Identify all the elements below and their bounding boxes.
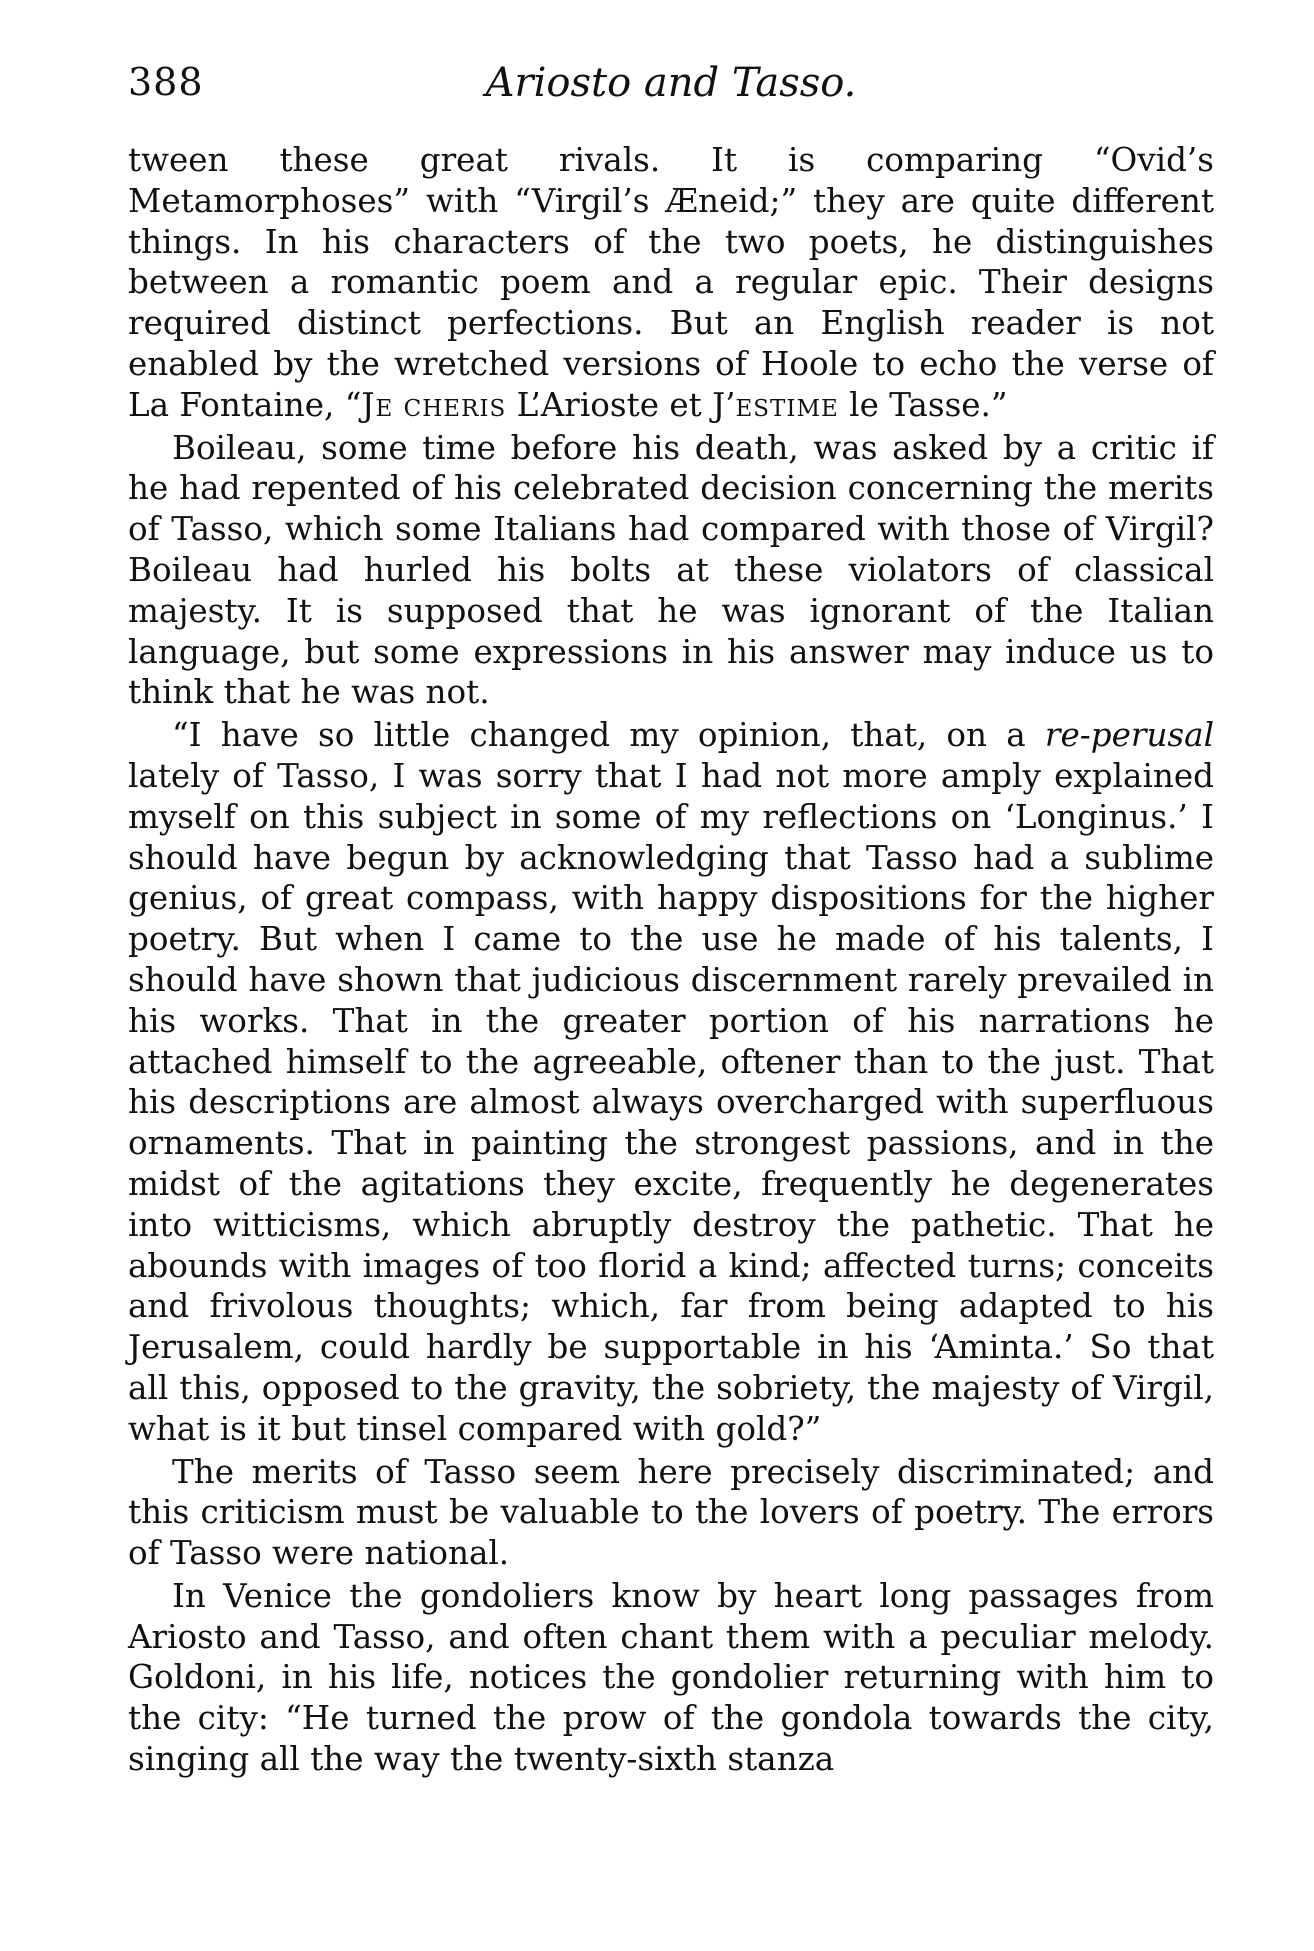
paragraph-5: In Venice the gondoliers know by heart long passages from Ariosto and Tasso, and often chant them with a peculiar melody. Goldoni, in his life, notices the gondolier returning with him to the city: “He turned the prow of the gondola towards the city, singing all the way the twenty-sixth stanza xyxy=(128,1576,1214,1779)
small-caps-cheris: cheris xyxy=(403,385,507,424)
paragraph-3-quote xyxy=(128,715,1214,1449)
running-title: Ariosto and Tasso. xyxy=(485,60,857,106)
paragraph-3-start: “I have so little changed my opinion, that, on a xyxy=(172,716,1045,755)
small-caps-je: Je xyxy=(361,385,394,424)
paragraph-3-emphasis: re-perusal xyxy=(1044,716,1214,755)
paragraph-4: The merits of Tasso seem here precisely discriminated; and this criticism must be valuable to the lovers of poetry. The errors of Tasso were national. xyxy=(128,1452,1214,1573)
paragraph-1-mid: L’Arioste et J’ xyxy=(506,385,736,424)
page-header xyxy=(128,60,1214,140)
paragraph-1-text: tween these great rivals. It is comparing “Ovid’s Metamorphoses” with “Virgil’s Æneid;” they are quite different things. In his characters of the two poets, he distinguishes between a romantic poem and a regular epic. Their designs required distinct perfections. But an English reader is not enabled by the wretched versions of Hoole to echo the verse of La Fontaine, “ xyxy=(128,141,1214,424)
paragraph-3-rest: lately of Tasso, I was sorry that I had not more amply explained myself on this subject in some of my reflections on ‘Longinus.’ I should have begun by acknowledging that Tasso had a sublime genius, of great compass, with happy dispositions for the higher poetry. But when I came to the use he made of his talents, I should have shown that judicious discernment rarely prevailed in his works. That in the greater portion of his narrations he attached himself to the agreeable, oftener than to the just. That his descriptions are almost always overcharged with superfluous ornaments. That in painting the strongest passions, and in the midst of the agitations they excite, frequently he degenerates into witticisms, which abruptly destroy the pathetic. That he abounds with images of too florid a kind; affected turns; conceits and frivolous thoughts; which, far from being adapted to his Jerusalem, could hardly be supportable in his ‘Aminta.’ So that all this, opposed to the gravity, the sobriety, the majesty of Virgil, what is it but tinsel compared with gold?” xyxy=(128,756,1214,1448)
paragraph-2: Boileau, some time before his death, was asked by a critic if he had repented of his celebrated decision concerning the merits of Tasso, which some Italians had compared with those of Virgil? Boileau had hurled his bolts at these violators of classical majesty. It is supposed that he was ignorant of the Italian language, but some expressions in his answer may induce us to think that he was not. xyxy=(128,428,1214,712)
page-number: 388 xyxy=(128,60,204,104)
small-caps-estime: estime xyxy=(735,385,839,424)
paragraph-1 xyxy=(128,140,1214,426)
book-page xyxy=(128,60,1214,1780)
paragraph-1-end: le Tasse.” xyxy=(838,385,1008,424)
